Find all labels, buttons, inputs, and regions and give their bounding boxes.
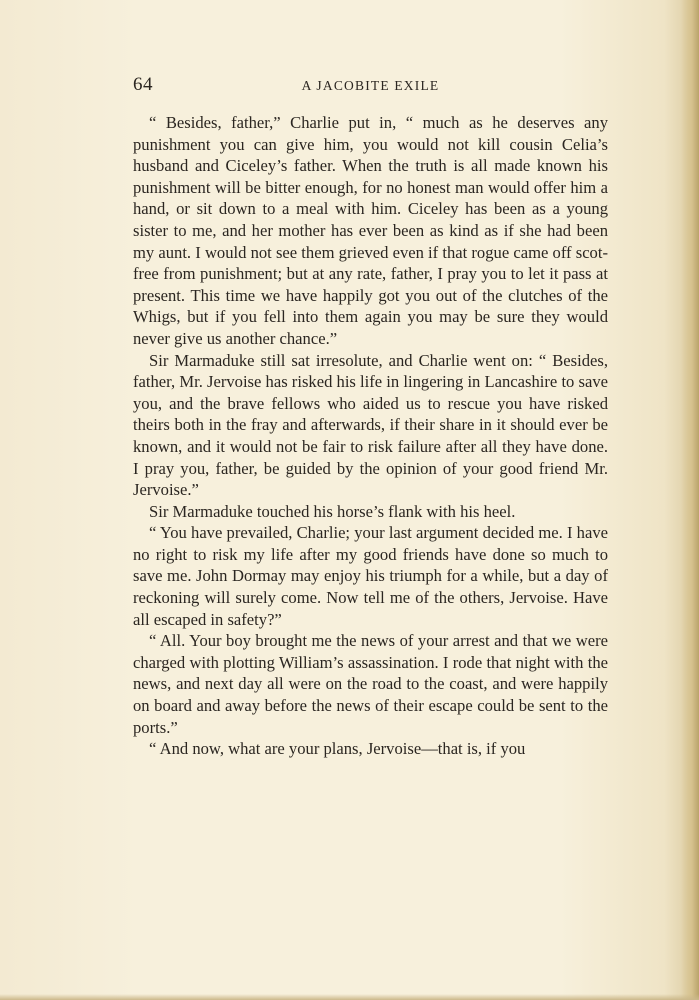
- paragraph: “ All. Your boy brought me the news of your arrest and that we were charged with plotting William’s assassination. I rode that night with the news, and next day all were on the road to the coast, and were happily on board and away before the news of their escape could be sent to the ports.”: [133, 631, 608, 737]
- running-title: A JACOBITE EXILE: [301, 78, 440, 93]
- body-text: [133, 112, 608, 760]
- paragraph: “ And now, what are your plans, Jervoise—that is, if you: [149, 739, 526, 759]
- page-bottom-edge: [0, 994, 699, 1000]
- page-edge-shadow: [681, 0, 699, 1000]
- page-header: [133, 74, 608, 98]
- paragraph: “ You have prevailed, Charlie; your last argument decided me. I have no right to risk my life after my good friends have done so much to save me. John Dormay may enjoy his triumph for a while, but a day of reckoning will surely come. Now tell me of the others, Jervoise. Have all escaped in safety?”: [133, 523, 608, 629]
- paragraph: “ Besides, father,” Charlie put in, “ much as he deserves any punishment you can give him, you would not kill cousin Celia’s husband and Ciceley’s father. When the truth is all made known his punishment will be bitter enough, for no honest man would offer him a hand, or sit down to a meal with him. Ciceley has been as a young sister to me, and her mother has ever been as kind as if she had been my aunt. I would not see them grieved even if that rogue came off scot-free from punishment; but at any rate, father, I pray you to let it pass at present. This time we have happily got you out of the clutches of the Whigs, but if you fell into them again you may be sure they would never give us another chance.”: [133, 113, 608, 348]
- paragraph: Sir Marmaduke touched his horse’s flank with his heel.: [149, 501, 516, 521]
- page-number: 64: [133, 74, 153, 95]
- paragraph: Sir Marmaduke still sat irresolute, and Charlie went on: “ Besides, father, Mr. Jervoise has risked his life in lingering in Lancashire to save you, and the brave fellows who aided us to rescue you have risked theirs both in the fray and afterwards, if their share in it should ever be known, and it would not be fair to risk failure after all they have done. I pray you, father, be guided by the opinion of your good friend Mr. Jervoise.”: [133, 350, 608, 500]
